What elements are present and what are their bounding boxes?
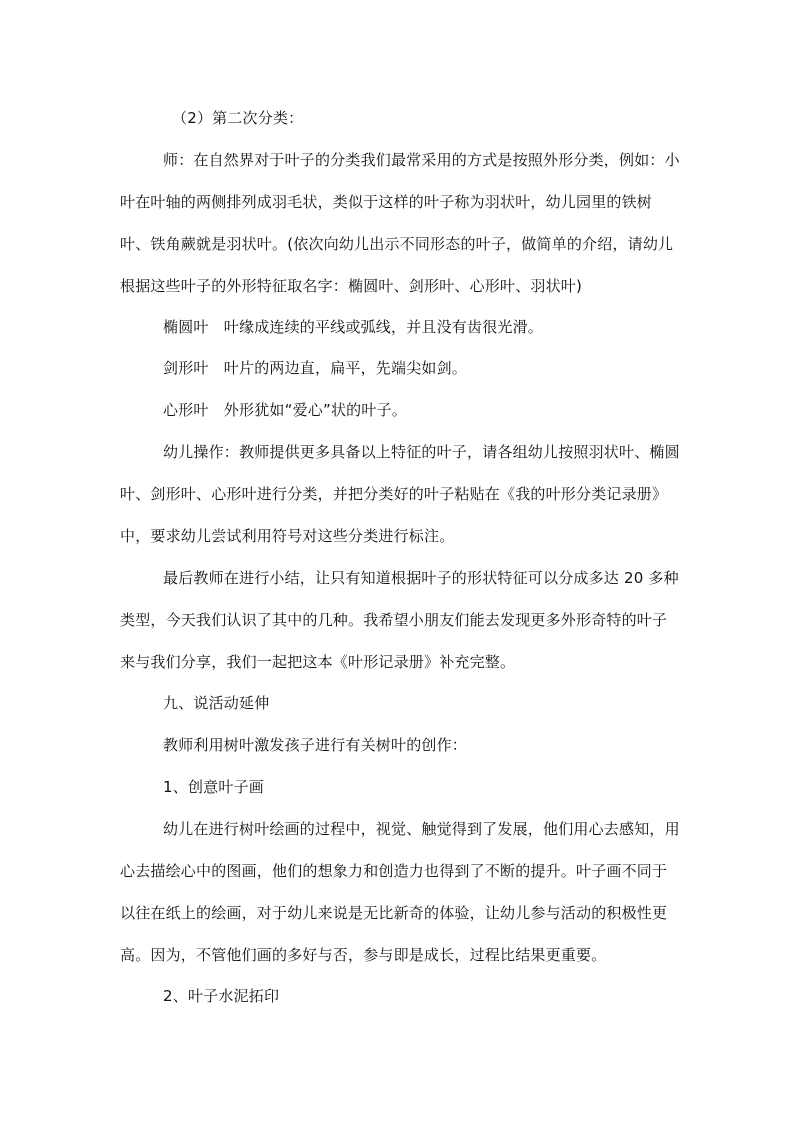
section-heading-extension: 九、说活动延伸 [163,694,270,712]
subsection-heading: （2）第二次分类： [172,109,304,127]
item-heading-leaf-painting: 1、创意叶子画 [163,778,264,796]
item-heading-cement-rubbing: 2、叶子水泥拓印 [163,987,280,1005]
paragraph-teacher-intro: 师：在自然界对于叶子的分类我们最常采用的方式是按照外形分类，例如：小叶在叶轴的两侧排列成羽毛状，类似于这样的叶子称为羽状叶，幼儿园里的铁树叶、铁角蕨就是羽状叶。(依次向幼儿出示不同形态的叶子，做简单的介绍，请幼儿根据这些叶子的外形特征取名字：椭圆叶、剑形叶、心形叶、羽状叶) [120,151,680,295]
paragraph-summary: 最后教师在进行小结，让只有知道根据叶子的形状特征可以分成多达 20 多种类型，今天我们认识了其中的几种。我希望小朋友们能去发现更多外形奇特的叶子来与我们分享，我们一起把这本《叶形记录册》补充完整。 [120,569,679,671]
paragraph-oval-leaf: 椭圆叶 叶缘成连续的平线或弧线，并且没有齿很光滑。 [163,318,544,336]
paragraph-child-activity: 幼儿操作：教师提供更多具备以上特征的叶子，请各组幼儿按照羽状叶、椭圆叶、剑形叶、心形叶进行分类，并把分类好的叶子粘贴在《我的叶形分类记录册》中，要求幼儿尝试利用符号对这些分类进行标注。 [120,443,680,545]
paragraph-heart-leaf: 心形叶 外形犹如“爱心”状的叶子。 [163,401,407,419]
paragraph-sword-leaf: 剑形叶 叶片的两边直，扁平，先端尖如剑。 [163,359,468,377]
paragraph-leaf-painting: 幼儿在进行树叶绘画的过程中，视觉、触觉得到了发展，他们用心去感知，用心去描绘心中的图画，他们的想象力和创造力也得到了不断的提升。叶子画不同于以往在纸上的绘画，对于幼儿来说是无比新奇的体验，让幼儿参与活动的积极性更高。因为，不管他们画的多好与否，参与即是成长，过程比结果更重要。 [120,820,680,964]
paragraph-extension-intro: 教师利用树叶激发孩子进行有关树叶的创作： [163,736,468,754]
